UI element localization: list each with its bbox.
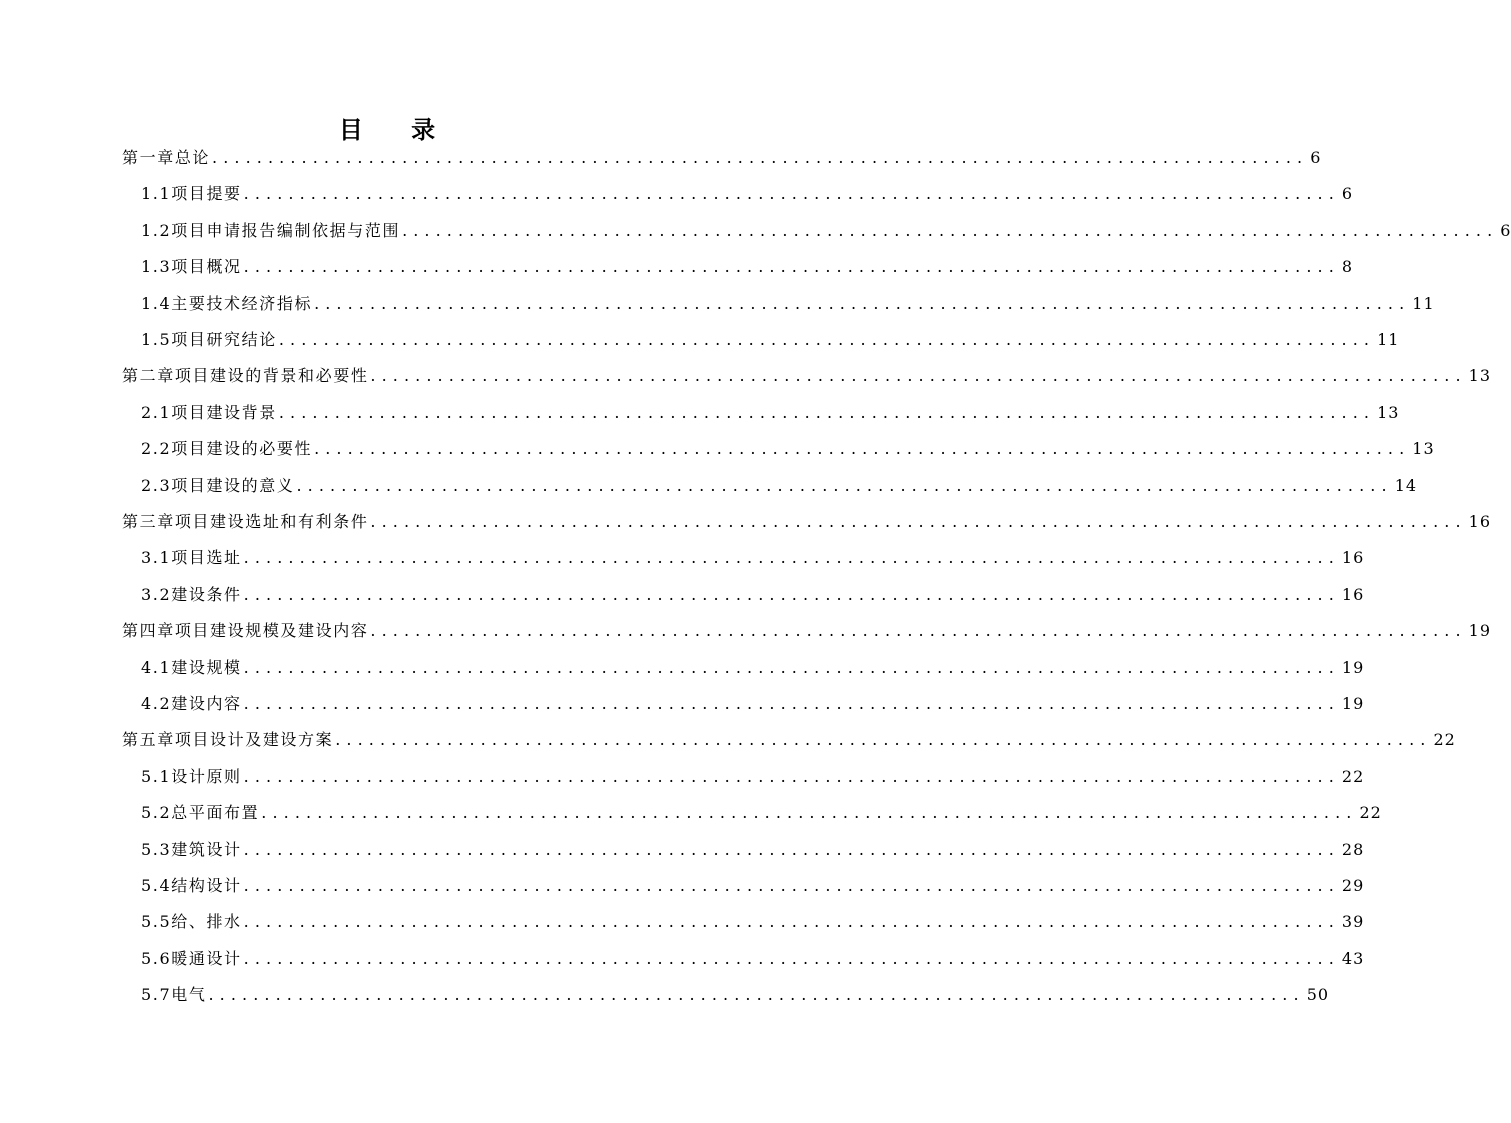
toc-entry-number: 2.3 xyxy=(141,475,172,495)
toc-entry-page: 39 xyxy=(1341,912,1365,932)
toc-entry-number: 5.7 xyxy=(141,985,172,1005)
toc-entry[interactable] xyxy=(141,439,1435,459)
toc-entry[interactable] xyxy=(141,584,1365,605)
toc-entry-leader: .................................................................................................. xyxy=(243,184,1340,204)
toc-entry-leader: .................................................................................................. xyxy=(261,803,1358,823)
toc-entry-leader: .................................................................................................. xyxy=(335,730,1432,750)
toc-entry-leader: .................................................................................................. xyxy=(243,584,1340,604)
toc-entry-page: 19 xyxy=(1341,694,1365,713)
toc-entry-number: 3.1 xyxy=(141,548,172,568)
toc-entry-number: 4.2 xyxy=(141,694,172,713)
toc-entry-leader: .................................................................................................. xyxy=(208,985,1305,1005)
toc-entry-leader: .................................................................................................. xyxy=(243,694,1340,713)
toc-entry-page: 29 xyxy=(1341,876,1365,895)
toc-entry-page: 50 xyxy=(1306,985,1330,1005)
toc-entry-label: 项目建设的必要性 xyxy=(171,439,313,459)
toc-entry-page: 22 xyxy=(1433,730,1456,750)
toc-entry[interactable] xyxy=(122,512,1492,532)
toc-entry-label: 建筑设计 xyxy=(171,839,242,859)
toc-entry[interactable] xyxy=(141,220,1511,241)
toc-entry-label: 项目选址 xyxy=(171,548,242,568)
toc-entry-number: 2.1 xyxy=(141,402,172,422)
toc-entry-page: 16 xyxy=(1468,512,1492,531)
toc-entry[interactable] xyxy=(141,985,1330,1005)
toc-entry-number: 5.2 xyxy=(141,803,172,823)
toc-entry-label: 项目概况 xyxy=(171,257,242,277)
toc-entry-page: 6 xyxy=(1310,148,1322,167)
toc-entry-page: 19 xyxy=(1468,621,1492,641)
toc-entry-label: 建设内容 xyxy=(171,694,242,713)
toc-entry-number: 1.5 xyxy=(141,330,172,349)
toc-entry-leader: .................................................................................................. xyxy=(370,621,1467,641)
toc-entry-leader: .................................................................................................. xyxy=(243,657,1340,677)
toc-entry[interactable] xyxy=(141,402,1400,423)
toc-entry-leader: .................................................................................................. xyxy=(314,293,1411,313)
toc-entry-leader: .................................................................................................. xyxy=(243,548,1340,568)
toc-entry-label: 项目提要 xyxy=(171,184,242,204)
toc-entry-leader: .................................................................................................. xyxy=(243,876,1340,895)
toc-entry[interactable] xyxy=(122,621,1492,641)
toc-entry-page: 19 xyxy=(1341,657,1365,677)
toc-entry-label: 结构设计 xyxy=(171,876,242,895)
toc-entry[interactable] xyxy=(141,184,1354,204)
toc-entry[interactable] xyxy=(122,148,1322,168)
toc-entry[interactable] xyxy=(141,257,1354,277)
toc-entry[interactable] xyxy=(122,730,1456,750)
toc-entry-page: 11 xyxy=(1412,293,1435,313)
toc-entry-number: 5.3 xyxy=(141,839,172,859)
toc-entry[interactable] xyxy=(141,657,1365,678)
toc-entry-leader: .................................................................................................. xyxy=(243,912,1340,932)
toc-entry-label: 项目设计及建设方案 xyxy=(174,730,334,750)
toc-entry-leader: .................................................................................................. xyxy=(243,839,1340,859)
toc-entry-number: 1.2 xyxy=(141,220,172,240)
toc-entry-page: 22 xyxy=(1341,766,1365,786)
toc-entry-number: 4.1 xyxy=(141,657,172,677)
toc-entry-page: 28 xyxy=(1341,839,1365,859)
toc-entry[interactable] xyxy=(141,548,1365,568)
toc-entry-label: 给、排水 xyxy=(171,912,242,932)
toc-entry-number: 第一章 xyxy=(122,148,175,167)
toc-entry-label: 总论 xyxy=(174,148,211,167)
toc-entry-label: 项目建设的意义 xyxy=(171,475,295,495)
toc-entry-number: 5.6 xyxy=(141,948,172,968)
toc-entry-label: 项目建设背景 xyxy=(171,402,277,422)
toc-entry-number: 1.4 xyxy=(141,293,172,313)
toc-entry-number: 5.4 xyxy=(141,876,172,895)
toc-entry-page: 13 xyxy=(1377,402,1400,422)
toc-entry-label: 主要技术经济指标 xyxy=(171,293,313,313)
toc-entry-page: 6 xyxy=(1341,184,1354,204)
toc-entry-leader: .................................................................................................. xyxy=(296,475,1393,495)
toc-entry-label: 建设规模 xyxy=(171,657,242,677)
toc-entry-leader: .................................................................................................. xyxy=(243,257,1340,277)
toc-entry-number: 第四章 xyxy=(122,621,175,641)
toc-entry-label: 设计原则 xyxy=(171,766,242,786)
toc-entry-page: 14 xyxy=(1394,475,1418,495)
toc-entry-leader: .................................................................................................. xyxy=(314,439,1411,459)
toc-entry-label: 总平面布置 xyxy=(171,803,260,823)
toc-entry-page: 13 xyxy=(1468,366,1492,386)
toc-entry-page: 13 xyxy=(1412,439,1435,459)
toc-entry[interactable] xyxy=(141,876,1365,896)
toc-entry-label: 建设条件 xyxy=(171,584,242,604)
toc-entry[interactable] xyxy=(122,366,1492,386)
toc-entry-number: 5.1 xyxy=(141,766,172,786)
toc-entry-number: 第二章 xyxy=(122,366,175,386)
toc-entry[interactable] xyxy=(141,803,1382,823)
toc-entry[interactable] xyxy=(141,839,1365,860)
toc-entry-number: 1.1 xyxy=(141,184,172,204)
toc-entry[interactable] xyxy=(141,948,1365,969)
toc-entry-leader: .................................................................................................. xyxy=(370,512,1467,531)
toc-entry[interactable] xyxy=(141,766,1365,787)
toc-entry[interactable] xyxy=(141,330,1400,350)
toc-entry-leader: .................................................................................................. xyxy=(243,766,1340,786)
toc-title: 目 录 xyxy=(338,115,456,144)
toc-entry-leader: .................................................................................................. xyxy=(370,366,1467,386)
toc-entry-number: 5.5 xyxy=(141,912,172,932)
toc-entry-label: 项目建设的背景和必要性 xyxy=(174,366,369,386)
toc-entry-leader: .................................................................................................. xyxy=(278,330,1376,349)
toc-entry-page: 11 xyxy=(1377,330,1400,349)
toc-entry[interactable] xyxy=(141,293,1435,314)
toc-entry-leader: .................................................................................................. xyxy=(278,402,1376,422)
toc-entry-number: 第三章 xyxy=(122,512,175,531)
toc-entry-leader: .................................................................................................. xyxy=(212,148,1309,167)
toc-entry[interactable] xyxy=(141,475,1418,496)
toc-entry-number: 第五章 xyxy=(122,730,175,750)
toc-entry-page: 22 xyxy=(1359,803,1382,823)
toc-entry-label: 项目建设规模及建设内容 xyxy=(174,621,369,641)
toc-entry-leader: .................................................................................................. xyxy=(243,948,1340,968)
toc-entry[interactable] xyxy=(141,694,1365,714)
toc-entry-page: 16 xyxy=(1341,584,1365,604)
toc-entry-leader: .................................................................................................. xyxy=(402,220,1499,240)
toc-entry-number: 3.2 xyxy=(141,584,172,604)
toc-entry-label: 项目研究结论 xyxy=(171,330,277,349)
toc-entry-number: 2.2 xyxy=(141,439,172,459)
toc-entry-label: 电气 xyxy=(171,985,207,1005)
toc-entry-page: 16 xyxy=(1341,548,1365,568)
toc-entry-page: 6 xyxy=(1500,220,1511,240)
toc-entry-label: 项目申请报告编制依据与范围 xyxy=(171,220,401,240)
toc-entry-page: 8 xyxy=(1341,257,1354,277)
toc-entry-label: 暖通设计 xyxy=(171,948,242,968)
toc-entry-number: 1.3 xyxy=(141,257,172,277)
toc-entry-page: 43 xyxy=(1341,948,1365,968)
toc-entry[interactable] xyxy=(141,912,1365,932)
toc-entry-label: 项目建设选址和有利条件 xyxy=(174,512,369,531)
